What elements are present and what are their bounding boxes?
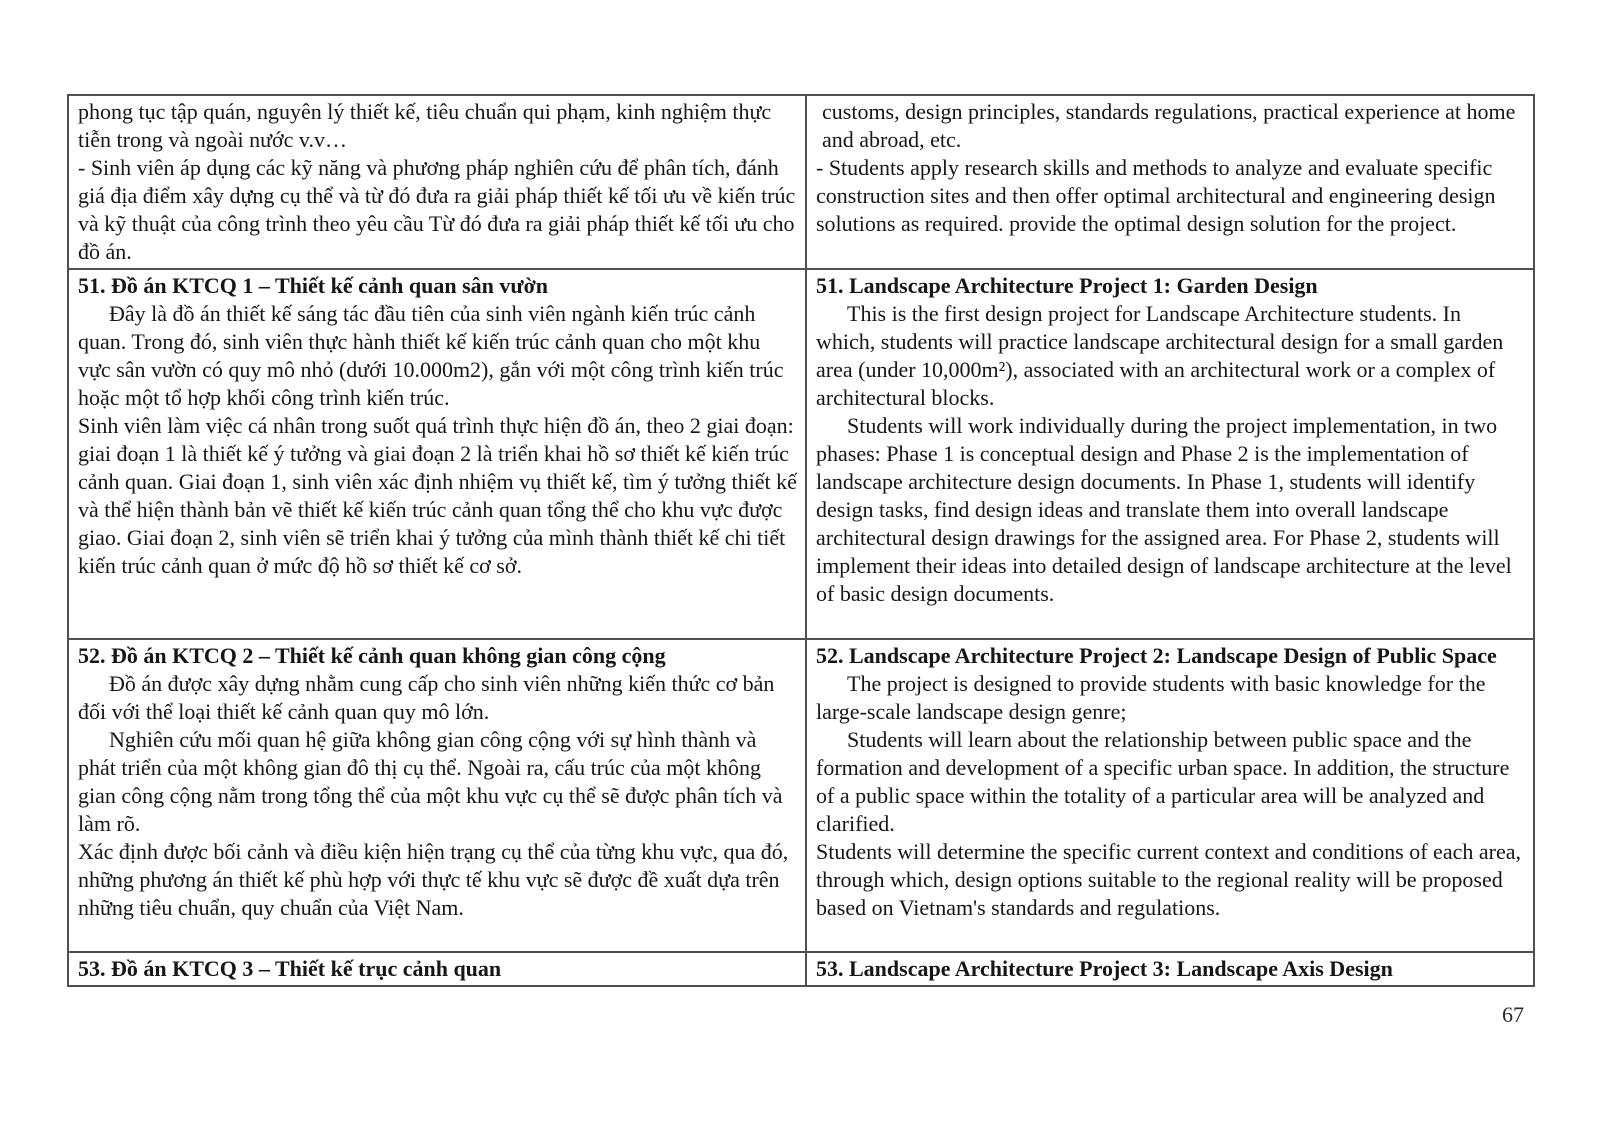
paragraph: Đồ án được xây dựng nhằm cung cấp cho sinh viên những kiến thức cơ bản đối với thể loại thiết kế cảnh quan quy mô lớn. bbox=[78, 671, 775, 724]
cell-en-project-51 bbox=[806, 269, 1534, 639]
paragraph: The project is designed to provide students with basic knowledge for the large-scale landscape design genre; bbox=[816, 671, 1486, 724]
paragraph: Xác định được bối cảnh và điều kiện hiện trạng cụ thể của từng khu vực, qua đó, những phương án thiết kế phù hợp với thực tế khu vực sẽ được đề xuất dựa trên những tiêu chuẩn, quy chuẩn của Việt Nam. bbox=[78, 839, 789, 920]
table-row-53 bbox=[68, 952, 1534, 986]
table-row-51 bbox=[68, 269, 1534, 639]
table-row-continuation bbox=[68, 95, 1534, 269]
cell-vi-project-51 bbox=[68, 269, 806, 639]
cell-vi-project-53 bbox=[68, 952, 806, 986]
page-number: 67 bbox=[1502, 1002, 1524, 1027]
paragraph: Sinh viên làm việc cá nhân trong suốt quá trình thực hiện đồ án, theo 2 giai đoạn: giai đoạn 1 là thiết kế ý tưởng và giai đoạn 2 là triển khai hồ sơ thiết kế kiến trúc cảnh quan. Giai đoạn 1, sinh viên xác định nhiệm vụ thiết kế, tìm ý tưởng thiết kế và thể hiện thành bản vẽ thiết kế kiến trúc cảnh quan tổng thể cho khu vực được giao. Giai đoạn 2, sinh viên sẽ triển khai ý tưởng của mình thành thiết kế chi tiết kiến trúc cảnh quan ở mức độ hồ sơ thiết kế cơ sở. bbox=[78, 413, 797, 578]
cell-en-project-52 bbox=[806, 639, 1534, 952]
paragraph: - Students apply research skills and methods to analyze and evaluate specific construction sites and then offer optimal architectural and engineering design solutions as required. provide the optimal design solution for the project. bbox=[816, 155, 1496, 236]
paragraph: Nghiên cứu mối quan hệ giữa không gian công cộng với sự hình thành và phát triển của một không gian đô thị cụ thể. Ngoài ra, cấu trúc của một không gian công cộng nằm trong tổng thể của một khu vực cụ thể sẽ được phân tích và làm rõ. bbox=[78, 727, 783, 836]
course-title-vi-52: 52. Đồ án KTCQ 2 – Thiết kế cảnh quan không gian công cộng bbox=[78, 643, 666, 668]
course-title-en-51: 51. Landscape Architecture Project 1: Garden Design bbox=[816, 273, 1318, 298]
cell-en-project-53 bbox=[806, 952, 1534, 986]
table-row-52 bbox=[68, 639, 1534, 952]
paragraph: Students will determine the specific current context and conditions of each area, through which, design options suitable to the regional reality will be proposed based on Vietnam's standards and regulations. bbox=[816, 839, 1521, 920]
paragraph: This is the first design project for Landscape Architecture students. In which, students will practice landscape architectural design for a small garden area (under 10,000m²), associated with an architectural work or a complex of architectural blocks. bbox=[816, 301, 1504, 410]
cell-vi-continuation bbox=[68, 95, 806, 269]
paragraph: - Sinh viên áp dụng các kỹ năng và phương pháp nghiên cứu để phân tích, đánh giá địa điểm xây dựng cụ thể và từ đó đưa ra giải pháp thiết kế tối ưu về kiến trúc và kỹ thuật của công trình theo yêu cầu Từ đó đưa ra giải pháp thiết kế tối ưu cho đồ án. bbox=[78, 155, 796, 264]
paragraph: Students will work individually during the project implementation, in two phases: Phase 1 is conceptual design and Phase 2 is the implementation of landscape architecture design documents. In Phase 1, students will identify design tasks, find design ideas and translate them into overall landscape architectural design drawings for the assigned area. For Phase 2, students will implement their ideas into detailed design of landscape architecture at the level of basic design documents. bbox=[816, 413, 1512, 606]
paragraph: Students will learn about the relationship between public space and the formation and development of a specific urban space. In addition, the structure of a public space within the totality of a particular area will be analyzed and clarified. bbox=[816, 727, 1510, 836]
course-title-en-52: 52. Landscape Architecture Project 2: Landscape Design of Public Space bbox=[816, 643, 1497, 668]
course-title-vi-51: 51. Đồ án KTCQ 1 – Thiết kế cảnh quan sân vườn bbox=[78, 273, 548, 298]
paragraph: customs, design principles, standards regulations, practical experience at home and abroad, etc. bbox=[822, 99, 1516, 152]
paragraph: phong tục tập quán, nguyên lý thiết kế, tiêu chuẩn qui phạm, kinh nghiệm thực tiễn trong và ngoài nước v.v… bbox=[78, 99, 772, 152]
cell-vi-project-52 bbox=[68, 639, 806, 952]
course-title-vi-53: 53. Đồ án KTCQ 3 – Thiết kế trục cảnh quan bbox=[78, 956, 502, 981]
course-description-table bbox=[67, 94, 1535, 987]
cell-en-continuation bbox=[806, 95, 1534, 269]
course-title-en-53: 53. Landscape Architecture Project 3: Landscape Axis Design bbox=[816, 956, 1393, 981]
paragraph: Đây là đồ án thiết kế sáng tác đầu tiên của sinh viên ngành kiến trúc cảnh quan. Trong đó, sinh viên thực hành thiết kế kiến trúc cảnh quan cho một khu vực sân vườn có quy mô nhỏ (dưới 10.000m2), gắn với một công trình kiến trúc hoặc một tổ hợp khối công trình kiến trúc. bbox=[78, 301, 784, 410]
